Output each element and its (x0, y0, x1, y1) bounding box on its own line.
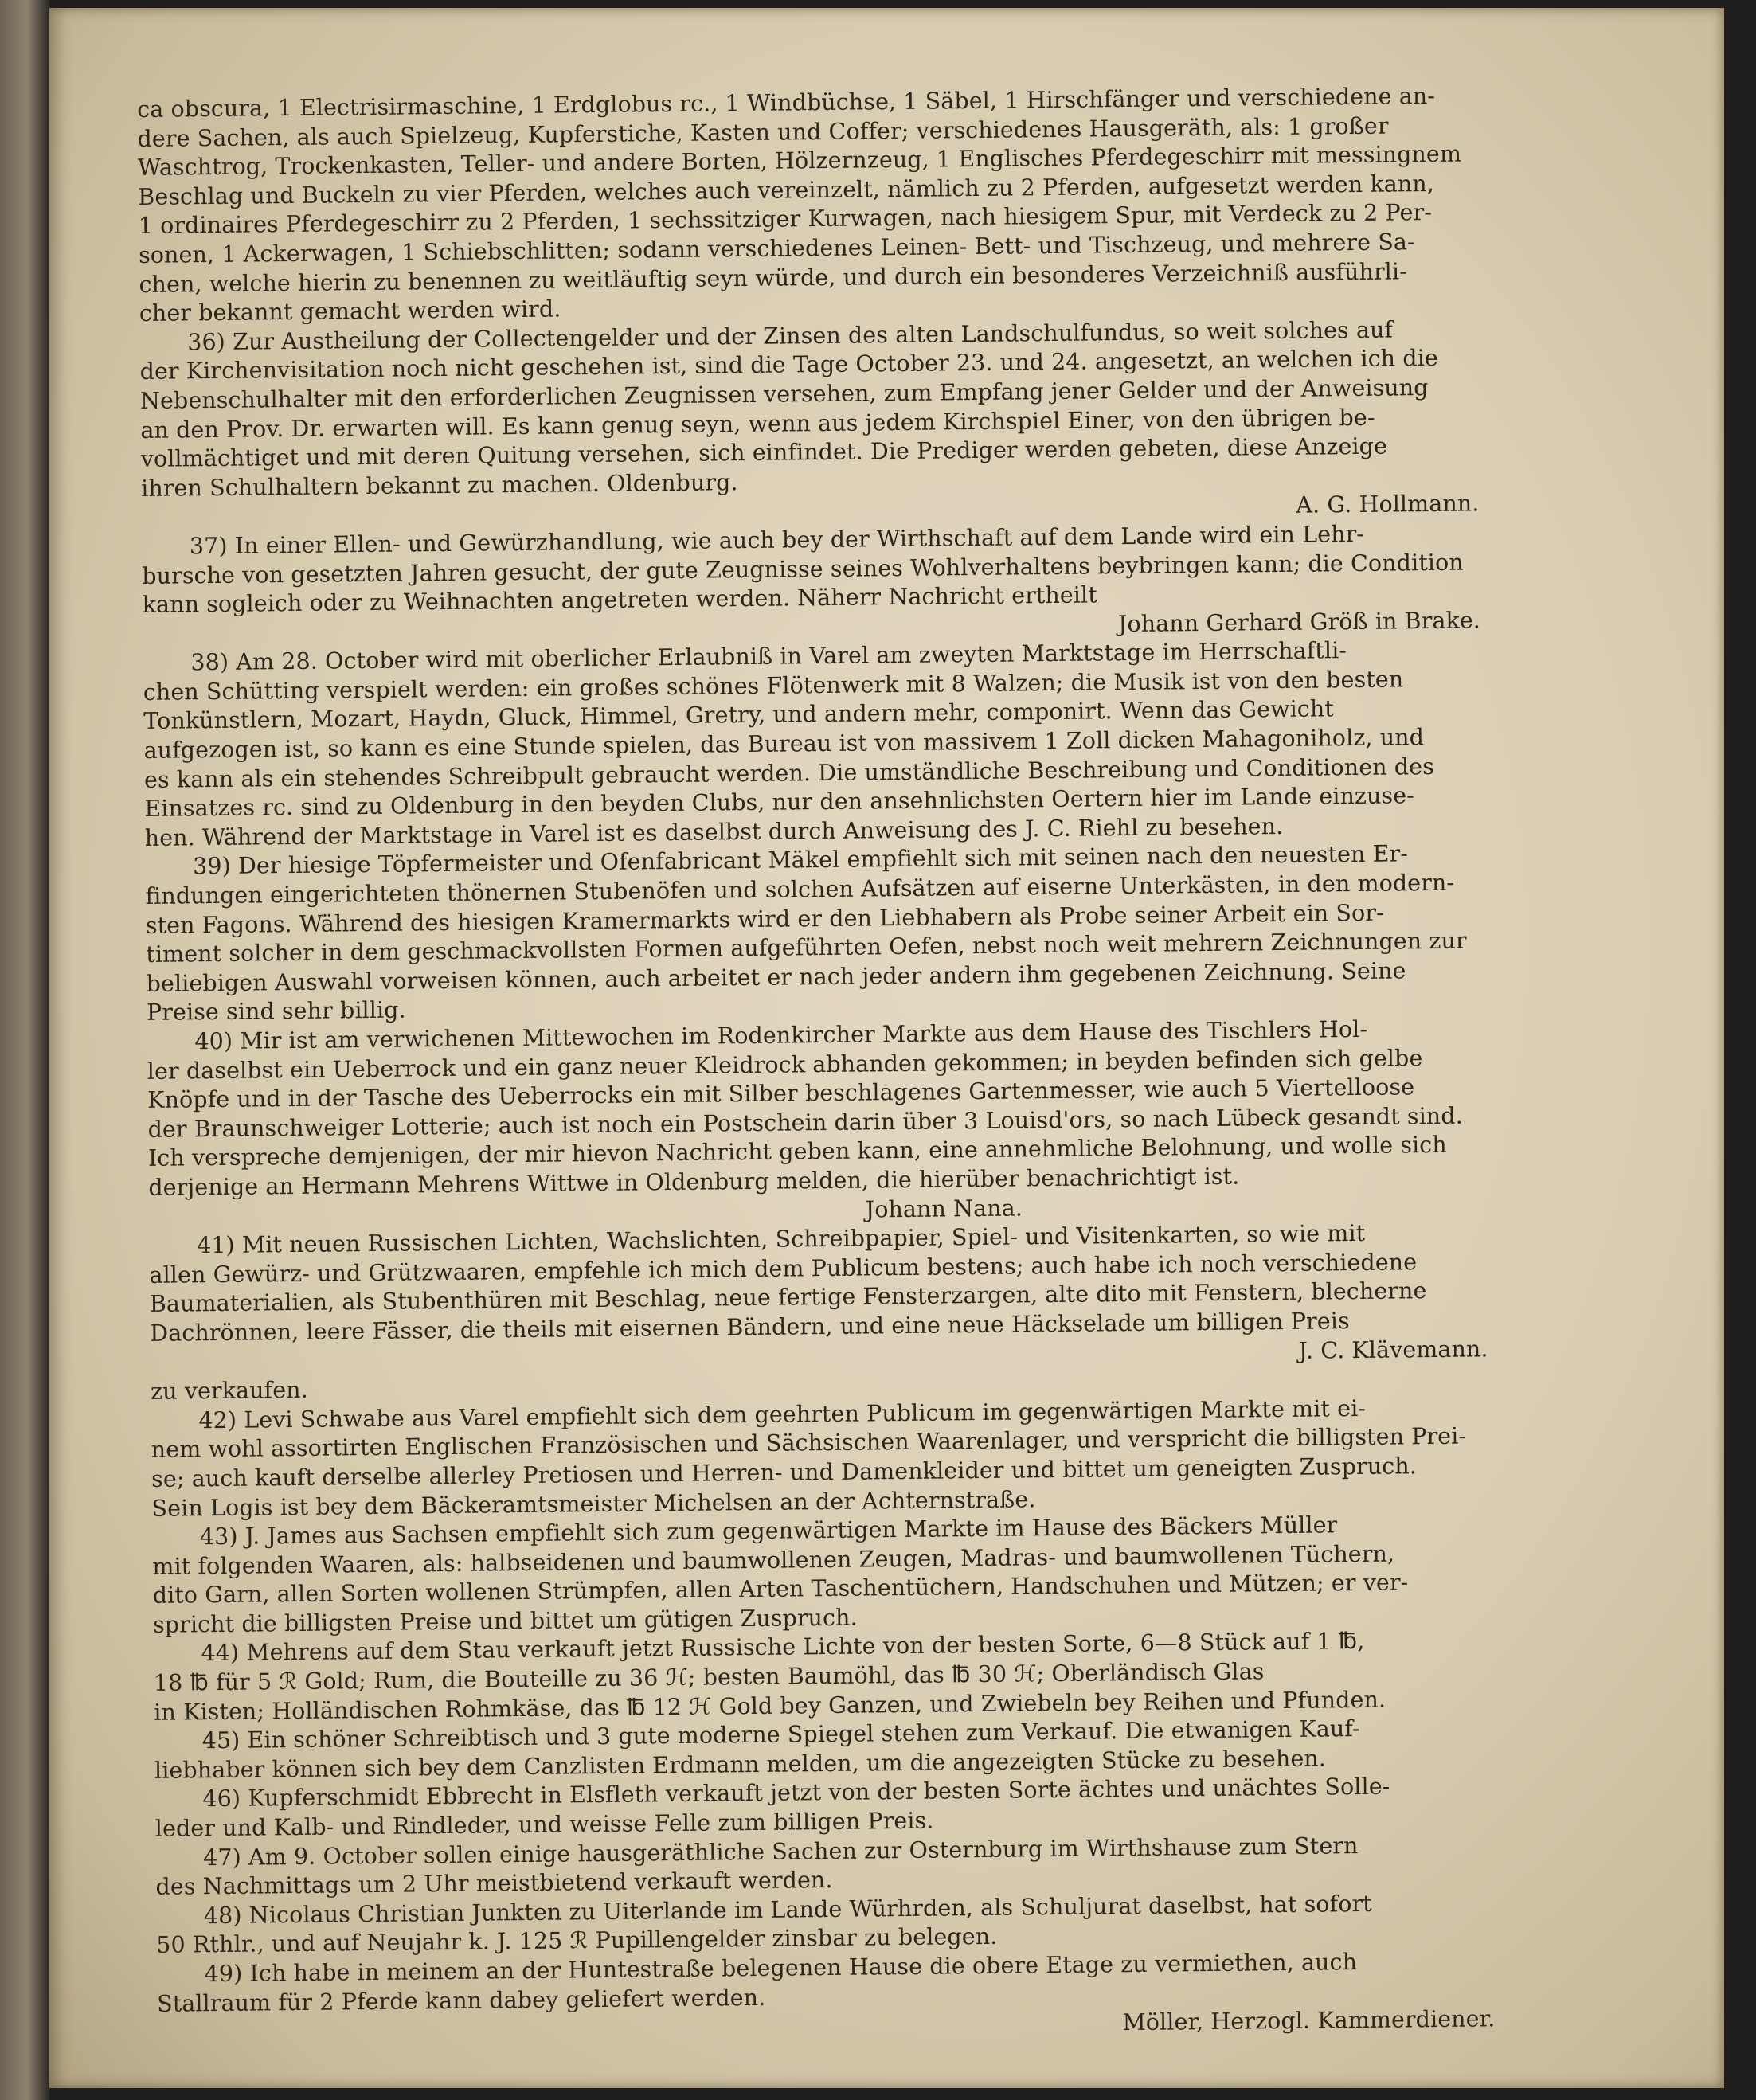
text-line: allen Gewürz- und Grützwaaren, empfehle ich mich dem Publicum bestens; auch habe ich noch verschiedene (149, 1249, 1418, 1289)
text-line: vollmächtiget und mit deren Quitung versehen, sich einfindet. Die Prediger werden gebeten, diese Anzeige (140, 432, 1388, 473)
text-line: aufgezogen ist, so kann es eine Stunde spielen, das Bureau ist von massivem 1 Zoll dicken Mahagoniholz, und (143, 724, 1425, 765)
text-line: Beschlag und Buckeln zu vier Pferden, welches auch vereinzelt, nämlich zu 2 Pferden, aufgesetzt werden kann, (138, 170, 1435, 210)
text-line: nem wohl assortirten Englischen Französischen und Sächsischen Waarenlager, und verspricht die billigsten Prei- (151, 1422, 1467, 1464)
notice-48-start: 48) Nicolaus Christian Junkten zu Uiterlande im Lande Würhrden, als Schuljurat daselbst, hat sofort (203, 1890, 1372, 1930)
notice-47-start: 47) Am 9. October sollen einige hausgeräthliche Sachen zur Osternburg im Wirthshause zum Stern (202, 1832, 1359, 1871)
text-line: Baumaterialien, als Stubenthüren mit Beschlag, neue fertige Fensterzargen, alte dito mit Fenstern, blecherne (149, 1277, 1427, 1318)
text-line: chen, welche hierin zu benennen zu weitläuftig seyn würde, und durch ein besonderes Verzeichniß ausführli- (139, 257, 1408, 298)
text-line: des Nachmittags um 2 Uhr meistbietend verkauft werden. (155, 1867, 833, 1901)
notice-46-start: 46) Kupferschmidt Ebbrecht in Elsfleth verkauft jetzt von der besten Sorte ächtes und unächtes Solle- (202, 1773, 1390, 1813)
notice-37-start: 37) In einer Ellen- und Gewürzhandlung, wie auch bey der Wirthschaft auf dem Lande wird ein Lehr- (189, 520, 1365, 560)
text-line: Dachrönnen, leere Fässer, die theils mit eisernen Bändern, und eine neue Häckselade um billigen Preis (150, 1308, 1350, 1347)
text-line: hen. Während der Marktstage in Varel ist es daselbst durch Anweisung des J. C. Riehl zu besehen. (144, 812, 1284, 851)
text-line: Sein Logis ist bey dem Bäckeramtsmeister Michelsen an der Achternstraße. (151, 1485, 1036, 1522)
advertisement-text (137, 81, 1543, 2048)
notice-41-start: 41) Mit neuen Russischen Lichten, Wachslichten, Schreibpapier, Spiel- und Visitenkarten, so wie mit (196, 1220, 1366, 1259)
text-line: 18 ℔ für 5 ℛ Gold; Rum, die Bouteille zu 36 ℋ; besten Baumöhl, das ℔ 30 ℋ; Oberländisch Glas (153, 1658, 1265, 1696)
book-gutter (0, 0, 49, 2100)
notice-43-start: 43) J. James aus Sachsen empfiehlt sich zum gegenwärtigen Markte im Hause des Bäckers Müller (199, 1511, 1338, 1551)
text-line: derjenige an Hermann Mehrens Wittwe in Oldenburg melden, die hierüber benachrichtigt ist. (148, 1163, 1240, 1201)
text-line: der Kirchenvisitation noch nicht geschehen ist, sind die Tage October 23. und 24. angesetzt, an welchen ich die (139, 345, 1439, 385)
text-line: Knöpfe und in der Tasche des Ueberrocks ein mit Silber beschlagenes Gartenmesser, wie auch 5 Viertelloose (147, 1073, 1415, 1114)
signature-37: Johann Gerhard Größ in Brake. (1117, 607, 1481, 637)
signature-40: Johann Nana. (865, 1194, 1023, 1223)
text-line: findungen eingerichteten thönernen Stubenöfen und solchen Aufsätzen auf eiserne Unterkästen, in den modern- (145, 869, 1455, 909)
text-line: Einsatzes rc. sind zu Oldenburg in den beyden Clubs, nur den ansehnlichsten Oertern hier im Lande einzuse- (144, 782, 1415, 823)
text-line: Tonkünstlern, Mozart, Haydn, Gluck, Himmel, Gretry, und andern mehr, componirt. Wenn das Gewicht (143, 695, 1335, 735)
text-line: timent solcher in dem geschmackvollsten Formen aufgeführten Oefen, nebst noch weit mehrern Zeichnungen zur (146, 927, 1467, 968)
text-line: Waschtrog, Trockenkasten, Teller- und andere Borten, Hölzernzeug, 1 Englisches Pferdegeschirr mit messingnem (137, 140, 1462, 182)
text-line: bursche von gesetzten Jahren gesucht, der gute Zeugnisse seines Wohlverhaltens beybringen kann; die Condition (142, 549, 1464, 589)
text-line: zu verkaufen. (150, 1376, 308, 1406)
text-line: Nebenschulhalter mit den erforderlichen Zeugnissen versehen, zum Empfang jener Gelder und der Anweisung (139, 373, 1429, 414)
text-line: Stallraum für 2 Pferde kann dabey geliefert werden. (156, 1984, 766, 2017)
text-line: sonen, 1 Ackerwagen, 1 Schiebschlitten; sodann verschiedenes Leinen- Bett- und Tischzeug, und mehrere Sa- (138, 229, 1415, 268)
text-line: dere Sachen, als auch Spielzeug, Kupferstiche, Kasten und Coffer; verschiedenes Hausgeräth, als: 1 großer (137, 112, 1389, 152)
text-line: 1 ordinaires Pferdegeschirr zu 2 Pferden, 1 sechssitziger Kurwagen, nach hiesigem Spur, mit Verdeck zu 2 Per- (138, 199, 1433, 240)
text-line: cher bekannt gemacht werden wird. (139, 295, 561, 327)
text-line: se; auch kauft derselbe allerley Pretiosen und Herren- und Damenkleider und bittet um geneigten Zuspruch. (151, 1453, 1418, 1492)
text-line: 50 Rthlr., und auf Neujahr k. J. 125 ℛ Pupillengelder zinsbar zu belegen. (156, 1923, 998, 1959)
text-line: chen Schütting verspielt werden: ein großes schönes Flötenwerk mit 8 Walzen; die Musik ist von den besten (143, 666, 1404, 706)
text-line: sten Fagons. Während des hiesigen Kramermarkts wird er den Liebhabern als Probe seiner Arbeit ein Sor- (145, 899, 1384, 939)
text-line: es kann als ein stehendes Schreibpult gebraucht werden. Die umständliche Beschreibung und Conditionen des (143, 753, 1435, 793)
signature-49: Möller, Herzogl. Kammerdiener. (1122, 2005, 1496, 2036)
text-line: ca obscura, 1 Electrisirmaschine, 1 Erdglobus rc., 1 Windbüchse, 1 Säbel, 1 Hirschfänger und verschiedene an- (137, 82, 1436, 123)
notice-39-start: 39) Der hiesige Töpfermeister und Ofenfabricant Mäkel empfiehlt sich mit seinen nach den neuesten Er- (192, 840, 1409, 880)
text-line: spricht die billigsten Preise und bittet um gütigen Zuspruch. (152, 1604, 858, 1638)
notice-45-start: 45) Ein schöner Schreibtisch und 3 gute moderne Spiegel stehen zum Verkauf. Die etwanigen Kauf- (201, 1715, 1360, 1754)
text-line: ihren Schulhaltern bekannt zu machen. Oldenburg. (140, 468, 738, 502)
text-line: beliebigen Auswahl vorweisen können, auch arbeitet er nach jeder andern ihm gegebenen Zeichnung. Seine (146, 957, 1406, 997)
text-line: dito Garn, allen Sorten wollenen Strümpfen, allen Arten Taschentüchern, Handschuhen und Mützen; er ver- (152, 1569, 1409, 1609)
text-line: Ich verspreche demjenigen, der mir hievon Nachricht geben kann, eine annehmliche Belohnung, und wolle sich (147, 1132, 1447, 1172)
signature-36: A. G. Hollmann. (1296, 490, 1480, 519)
text-line: kann sogleich oder zu Weihnachten angetreten werden. Näherr Nachricht ertheilt (142, 581, 1097, 619)
text-line: leder und Kalb- und Rindleder, und weisse Felle zum billigen Preis. (154, 1807, 934, 1842)
notice-38-start: 38) Am 28. October wird mit oberlicher Erlaubniß in Varel am zweyten Marktstage im Herrschaftli- (190, 637, 1347, 676)
text-line: ler daselbst ein Ueberrock und ein ganz neuer Kleidrock abhanden gekommen; in beyden befinden sich gelbe (147, 1044, 1423, 1085)
text-line: der Braunschweiger Lotterie; auch ist noch ein Postschein darin über 3 Louisd'ors, so nach Lübeck gesandt sind. (147, 1102, 1463, 1143)
notice-36-start: 36) Zur Austheilung der Collectengelder und der Zinsen des alten Landschulfundus, so weit solches auf (187, 316, 1394, 356)
notice-49-start: 49) Ich habe in meinem an der Huntestraße belegenen Hause die obere Etage zu vermiethen, auch (204, 1949, 1358, 1988)
text-line: Preise sind sehr billig. (146, 996, 406, 1027)
text-line: an den Prov. Dr. erwarten will. Es kann genug seyn, wenn aus jedem Kirchspiel Einer, von den übrigen be- (140, 404, 1375, 444)
text-line: liebhaber können sich bey dem Canzlisten Erdmann melden, um die angezeigten Stücke zu besehen. (154, 1745, 1327, 1784)
text-line: in Kisten; Holländischen Rohmkäse, das ℔ 12 ℋ Gold bey Ganzen, und Zwiebeln bey Reihen und Pfunden. (154, 1686, 1386, 1726)
signature-41: J. C. Klävemann. (1298, 1335, 1488, 1364)
newspaper-page (49, 8, 1724, 2088)
text-line: mit folgenden Waaren, als: halbseidenen und baumwollenen Zeugen, Madras- und baumwollenen Tüchern, (152, 1540, 1395, 1580)
notice-42-start: 42) Levi Schwabe aus Varel empfiehlt sich dem geehrten Publicum im gegenwärtigen Markte mit ei- (198, 1394, 1367, 1433)
notice-44-start: 44) Mehrens auf dem Stau verkauft jetzt Russische Lichte von der besten Sorte, 6—8 Stück auf 1 ℔, (201, 1628, 1365, 1667)
notice-40-start: 40) Mir ist am verwichenen Mittewochen im Rodenkircher Markte aus dem Hause des Tischlers Hol- (194, 1015, 1368, 1055)
